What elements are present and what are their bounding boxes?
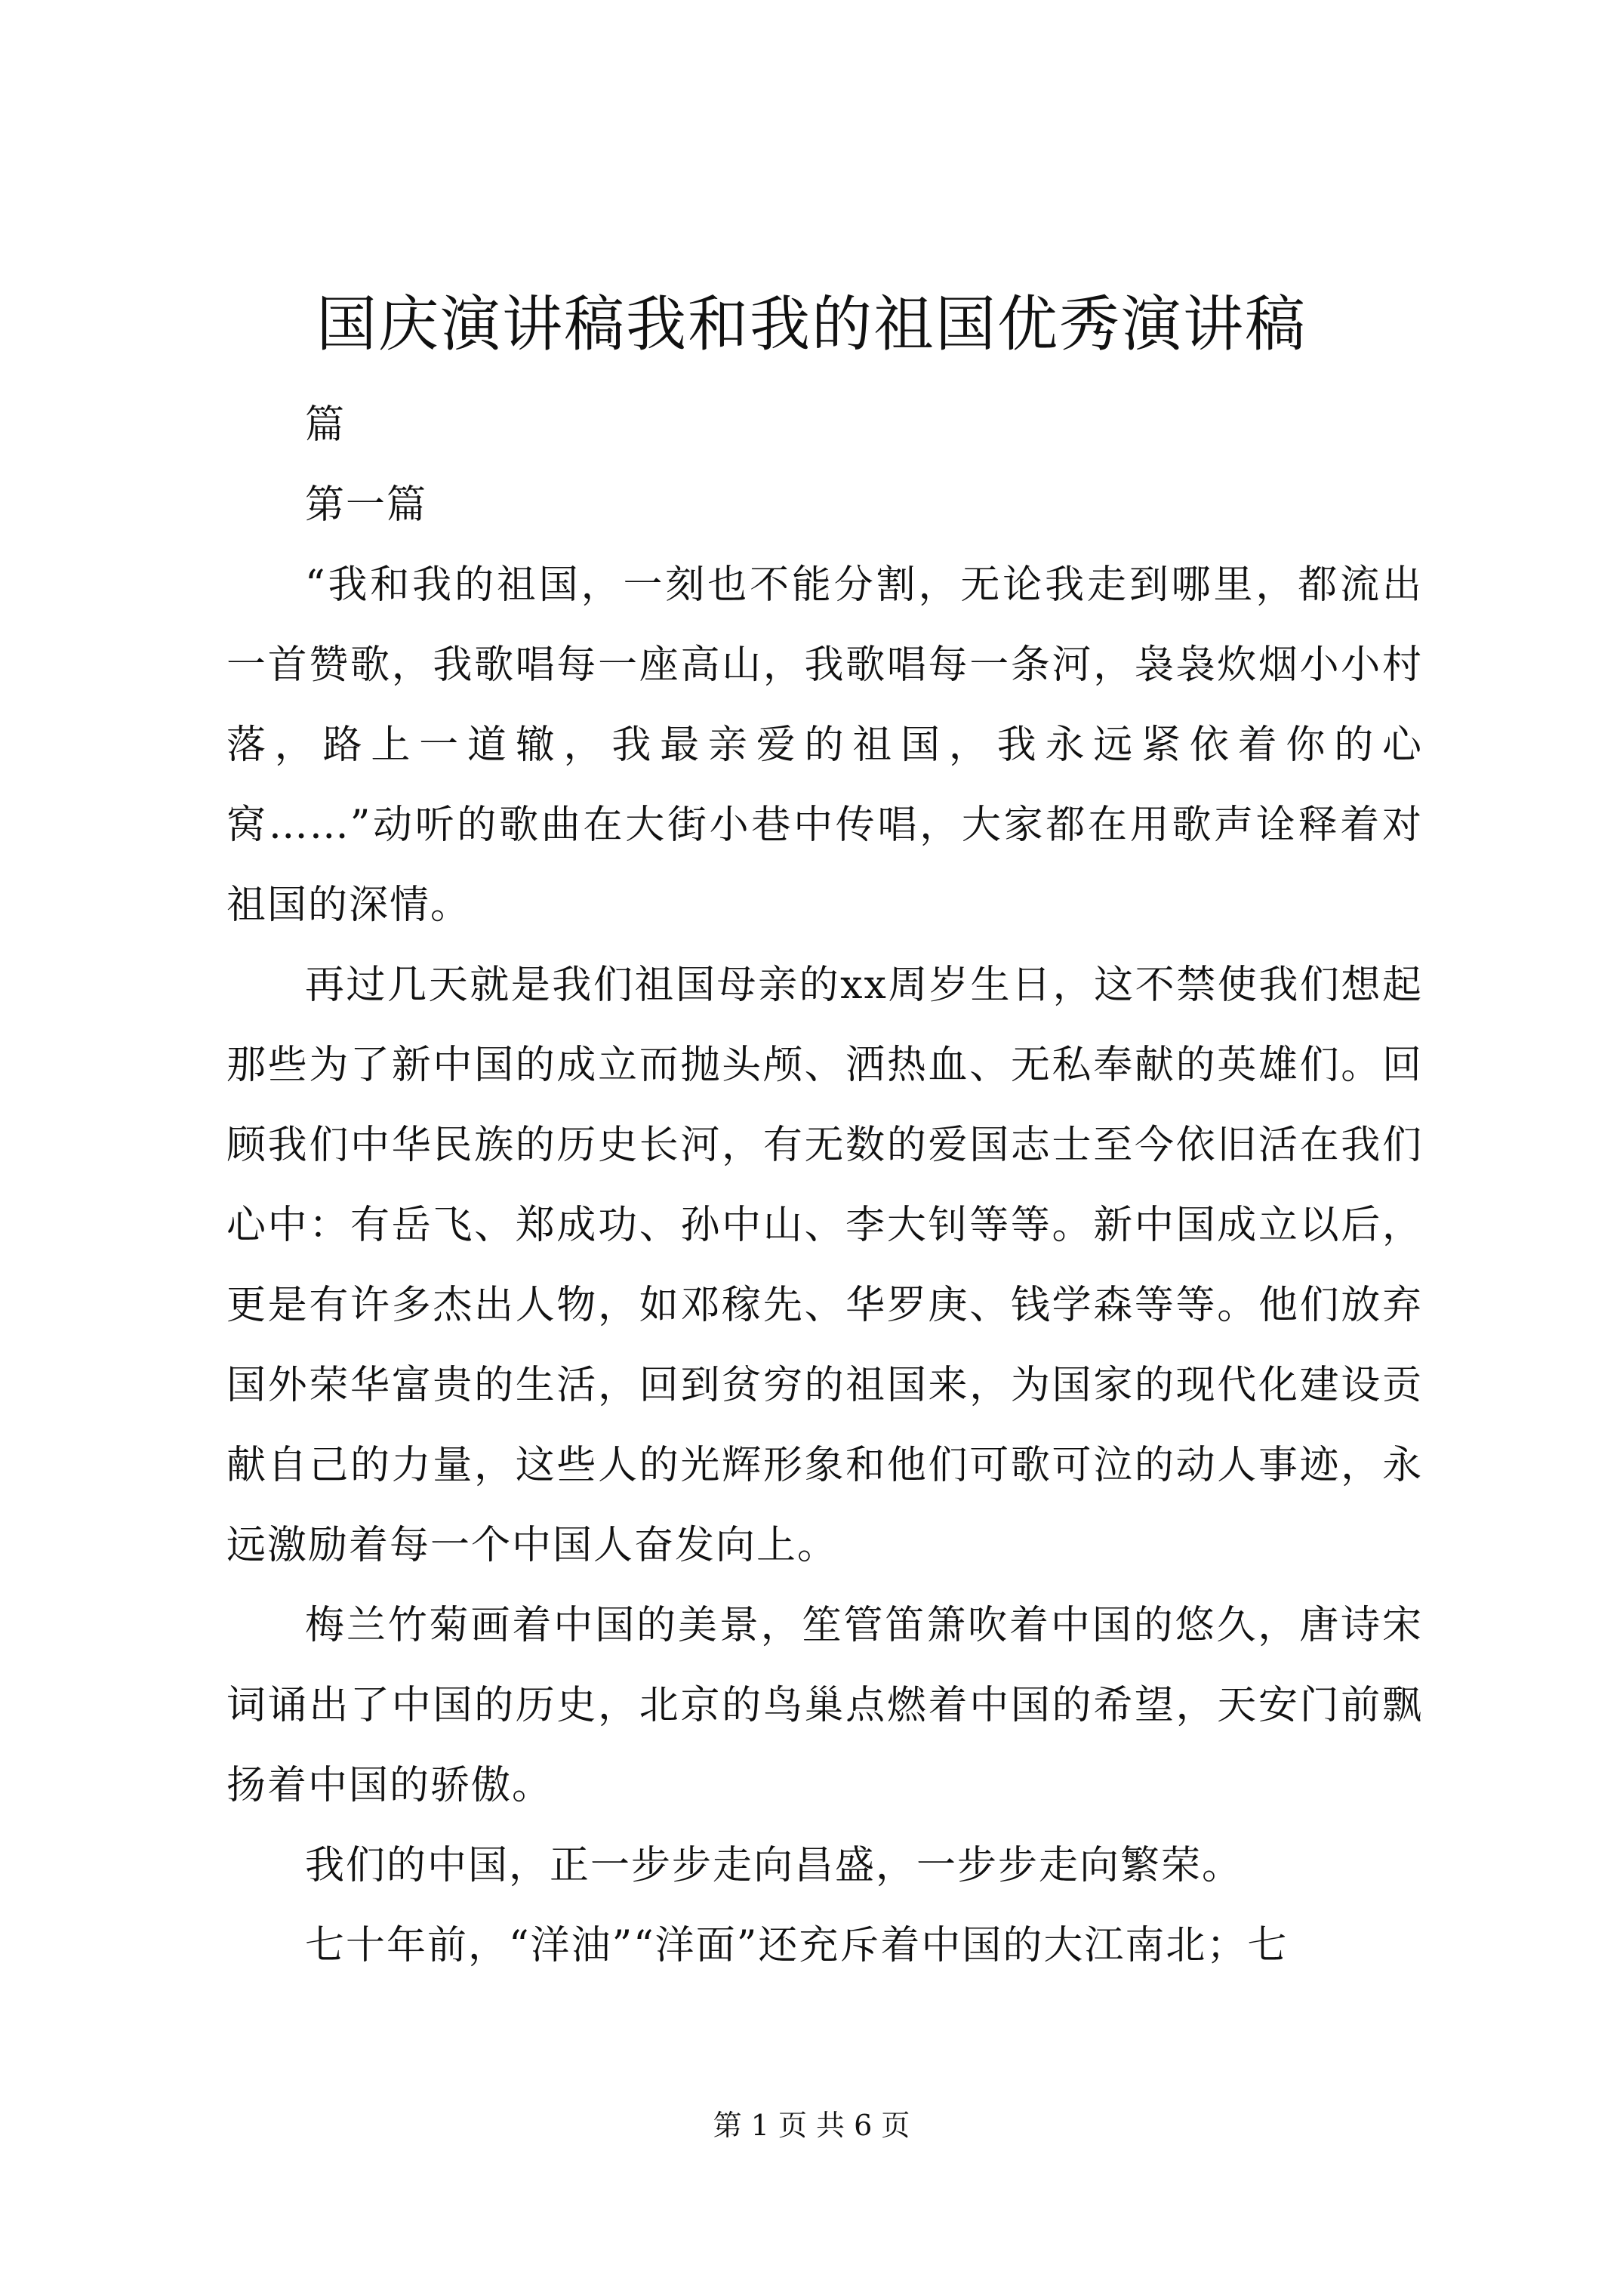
paragraph-heroes: 再过几天就是我们祖国母亲的xx周岁生日，这不禁使我们想起那些为了新中国的成立而抛头颅、洒热血、无私奉献的英雄们。回顾我们中华民族的历史长河，有无数的爱国志士至今依旧活在我们心中：有岳飞、郑成功、孙中山、李大钊等等。新中国成立以后，更是有许多杰出人物，如邓稼先、华罗庚、钱学森等等。他们放弃国外荣华富贵的生活，回到贫穷的祖国来，为国家的现代化建设贡献自己的力量，这些人的光辉形象和他们可歌可泣的动人事迹，永远激励着每一个中国人奋发向上。 — [226, 963, 1423, 1568]
paragraph-song-lyrics: “我和我的祖国，一刻也不能分割，无论我走到哪里，都流出一首赞歌，我歌唱每一座高山，我歌唱每一条河，袅袅炊烟小小村落，路上一道辙，我最亲爱的祖国，我永远紧依着你的心窝……”动听的歌曲在大街小巷中传唱，大家都在用歌声诠释着对祖国的深情。 — [226, 562, 1423, 928]
document-body — [226, 385, 1423, 1986]
paragraph-section-heading: 第一篇 — [305, 482, 428, 528]
paragraph-pian: 篇 — [305, 402, 346, 448]
paragraph-seventy-years: 七十年前，“洋油”“洋面”还充斥着中国的大江南北；七 — [305, 1923, 1289, 1968]
document-title: 国庆演讲稿我和我的祖国优秀演讲稿 — [316, 289, 1307, 359]
paragraph-culture: 梅兰竹菊画着中国的美景，笙管笛箫吹着中国的悠久，唐诗宋词诵出了中国的历史，北京的鸟巢点燃着中国的希望，天安门前飘扬着中国的骄傲。 — [226, 1603, 1423, 1808]
paragraph-prosperity: 我们的中国，正一步步走向昌盛，一步步走向繁荣。 — [305, 1843, 1243, 1888]
page-footer: 第 1 页 共 6 页 — [713, 2109, 910, 2142]
